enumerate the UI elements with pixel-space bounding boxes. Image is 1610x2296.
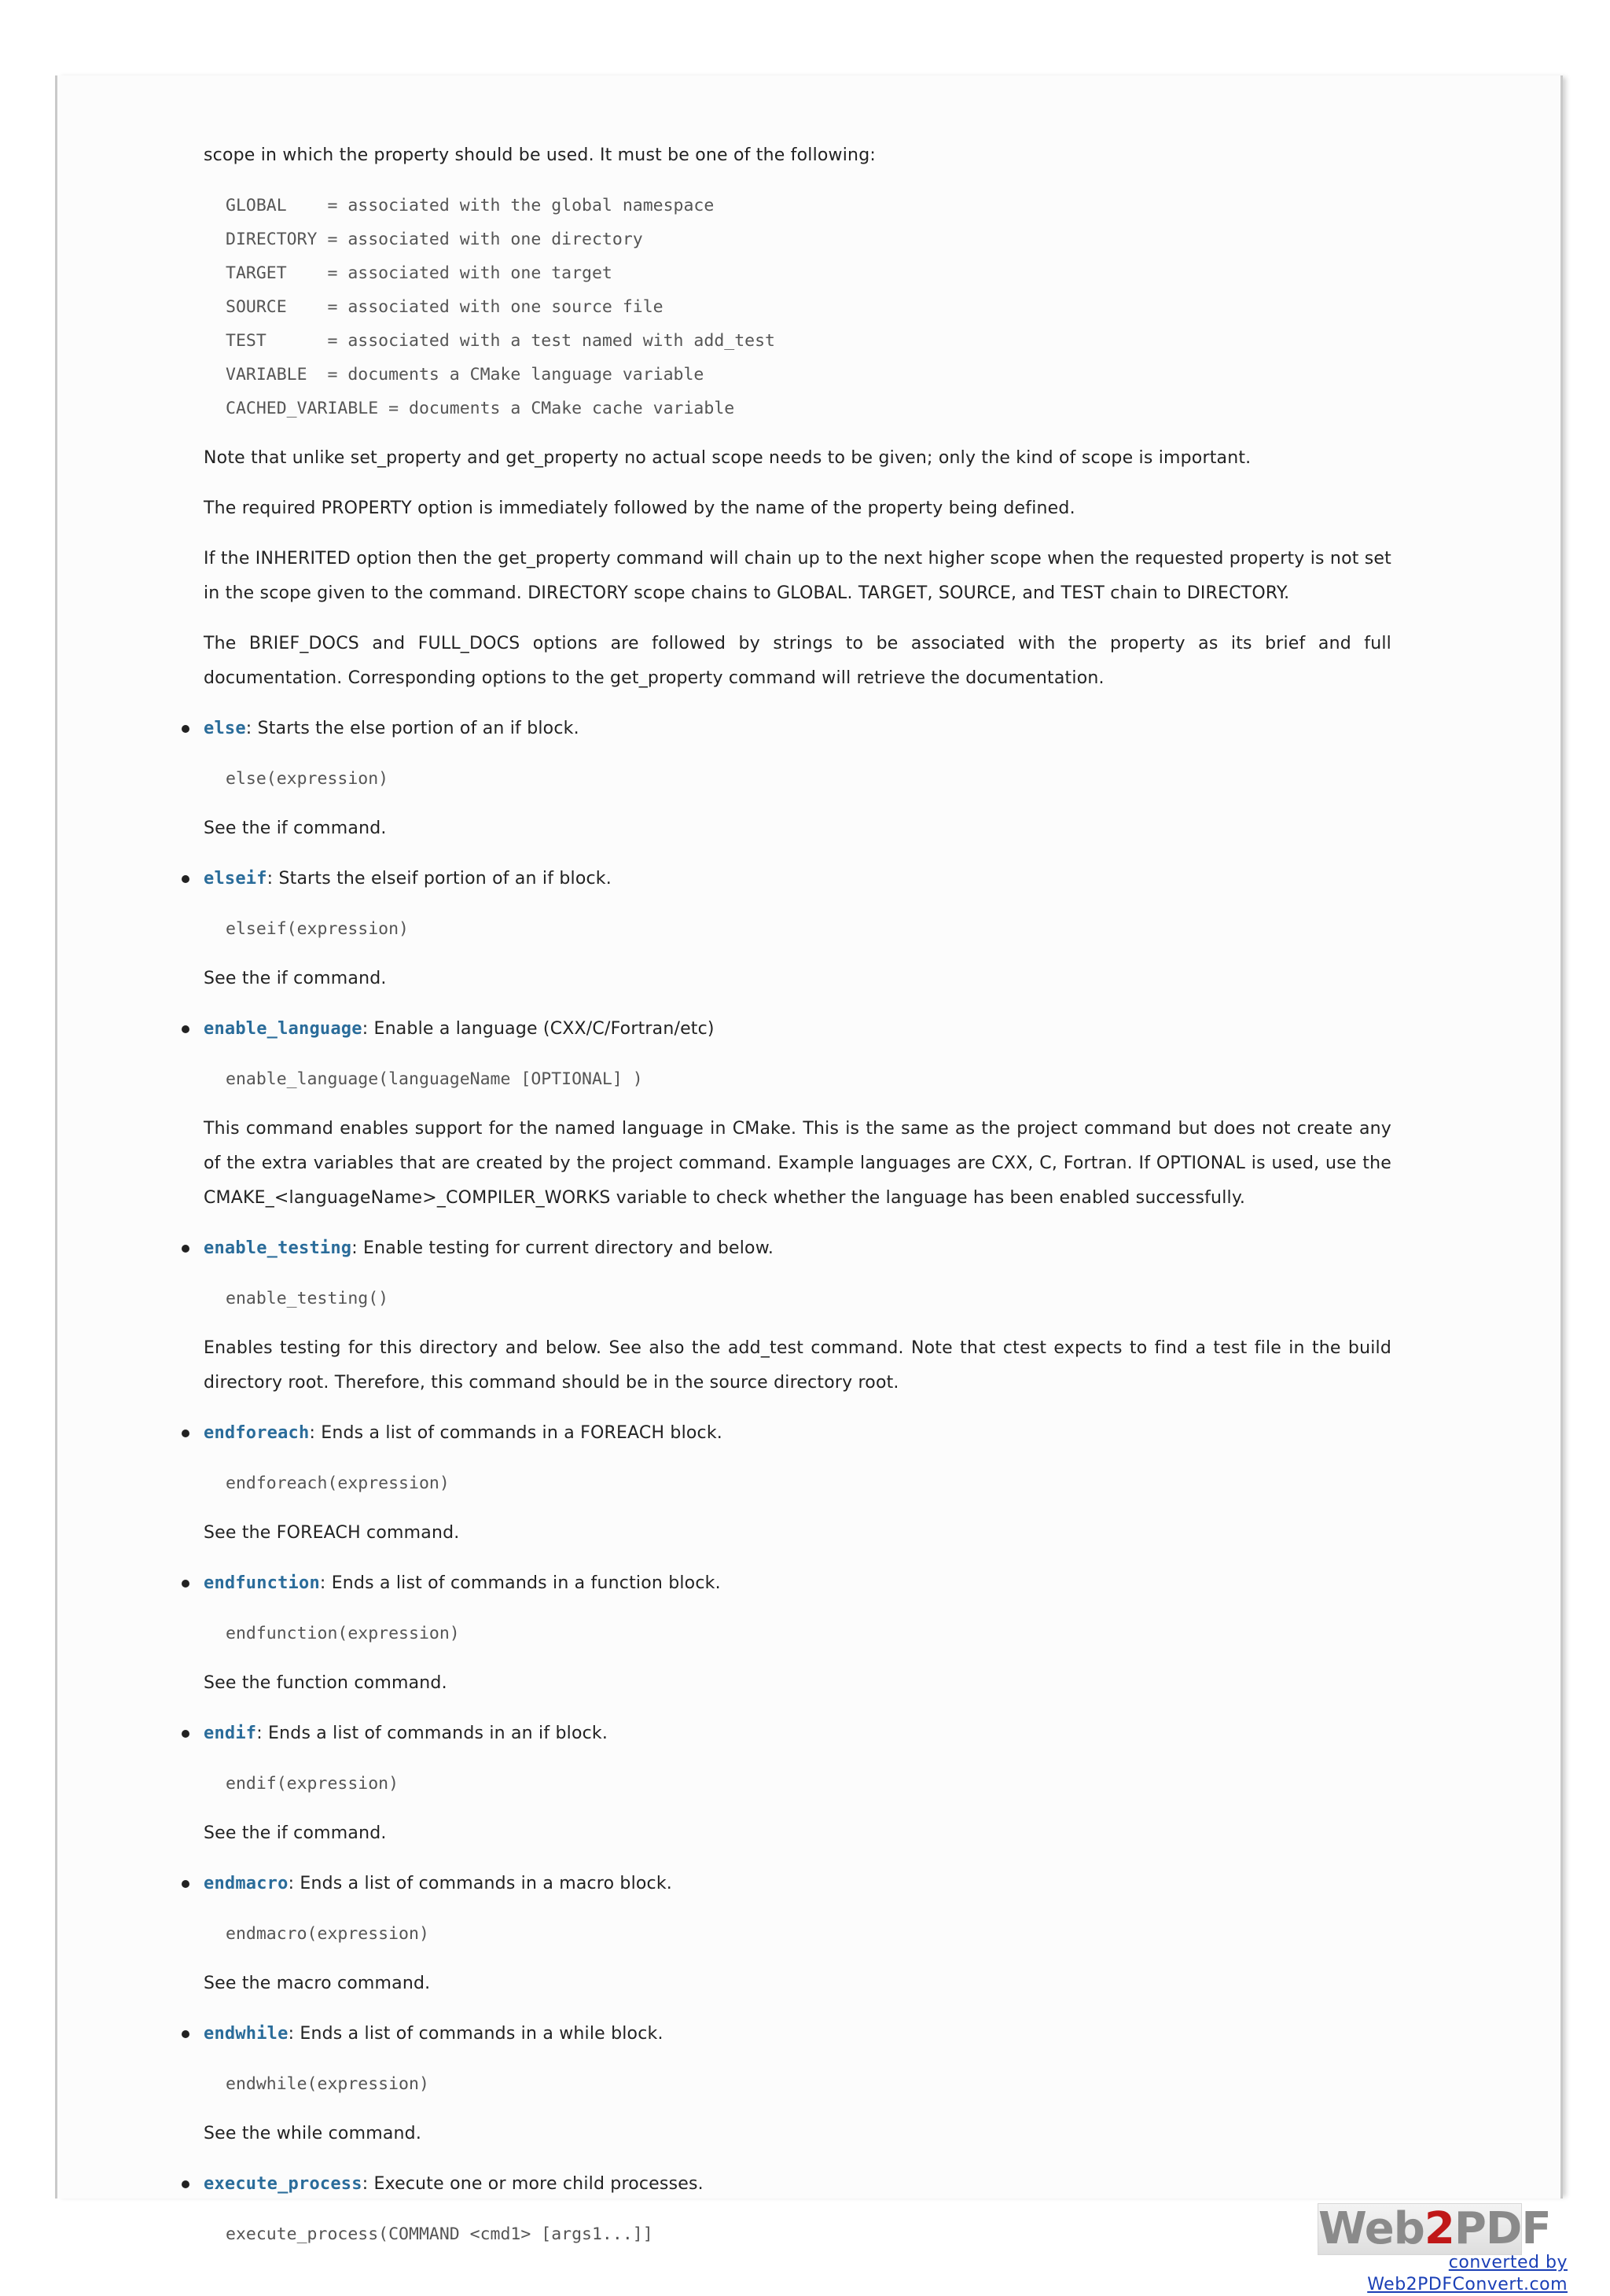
command-entry-endif bbox=[204, 1716, 1391, 1851]
command-heading bbox=[204, 862, 1391, 896]
command-entry-endmacro bbox=[204, 1867, 1391, 2001]
command-summary: : Enable testing for current directory and below. bbox=[351, 1238, 774, 1258]
command-heading bbox=[204, 1231, 1391, 1266]
command-entry-enable-testing bbox=[204, 1231, 1391, 1400]
command-summary: : Execute one or more child processes. bbox=[362, 2174, 704, 2194]
command-link-elseif[interactable]: elseif bbox=[204, 869, 267, 889]
command-signature: enable_testing() bbox=[226, 1289, 389, 1308]
document-content bbox=[204, 138, 1391, 2267]
command-heading bbox=[204, 1867, 1391, 1901]
inherited-option-text: If the INHERITED option then the get_property command will chain up to the next higher scope when the requested property is not set in the scope given to the command. DIRECTORY scope chains to GLOBAL. TARGET, SOURCE, and TEST chain to DIRECTORY. bbox=[204, 549, 1391, 603]
command-heading bbox=[204, 712, 1391, 746]
command-description: See the if command. bbox=[204, 819, 387, 838]
command-link-endforeach[interactable]: endforeach bbox=[204, 1423, 310, 1443]
scope-code-block: GLOBAL = associated with the global namespace DIRECTORY = associated with one directory TARGET = associated with one target SOURCE = associated with one source file TEST = associated with a test named with add_test VARIABLE = documents a CMake language variable CACHED_VARIABLE = documents a CMake cache variable bbox=[226, 196, 775, 418]
bullet-icon bbox=[182, 1025, 189, 1033]
command-link-execute-process[interactable]: execute_process bbox=[204, 2174, 362, 2194]
command-description: See the function command. bbox=[204, 1673, 447, 1693]
command-link-enable-language[interactable]: enable_language bbox=[204, 1019, 362, 1039]
command-entry-endwhile bbox=[204, 2017, 1391, 2151]
command-signature: endmacro(expression) bbox=[226, 1924, 429, 1944]
command-heading bbox=[204, 2167, 1391, 2202]
command-description: See the if command. bbox=[204, 1823, 387, 1843]
command-link-endmacro[interactable]: endmacro bbox=[204, 1874, 289, 1893]
command-entry-endforeach bbox=[204, 1416, 1391, 1551]
required-property-text: The required PROPERTY option is immediately followed by the name of the property being defined. bbox=[204, 499, 1075, 518]
scope-intro-text: scope in which the property should be used. It must be one of the following: bbox=[204, 145, 876, 165]
command-link-endif[interactable]: endif bbox=[204, 1724, 257, 1743]
converted-by-link[interactable]: converted by Web2PDFConvert.com bbox=[1367, 2253, 1568, 2294]
command-summary: : Enable a language (CXX/C/Fortran/etc) bbox=[362, 1019, 715, 1039]
command-link-enable-testing[interactable]: enable_testing bbox=[204, 1238, 352, 1258]
command-description: See the FOREACH command. bbox=[204, 1523, 460, 1543]
command-signature: endif(expression) bbox=[226, 1774, 399, 1794]
command-signature: endforeach(expression) bbox=[226, 1474, 450, 1493]
bullet-icon bbox=[182, 2030, 189, 2038]
web2pdf-logo bbox=[1318, 2203, 1551, 2255]
command-heading bbox=[204, 2017, 1391, 2051]
command-summary: : Starts the else portion of an if block. bbox=[245, 719, 579, 738]
command-entry-enable-language bbox=[204, 1012, 1391, 1216]
scope-note-text: Note that unlike set_property and get_property no actual scope needs to be given; only the kind of scope is important. bbox=[204, 448, 1252, 468]
docs-options-text: The BRIEF_DOCS and FULL_DOCS options are followed by strings to be associated with the property as its brief and full documentation. Corresponding options to the get_property command will retrieve the documentation. bbox=[204, 634, 1391, 688]
command-signature: enable_language(languageName [OPTIONAL] ) bbox=[226, 1069, 643, 1089]
command-summary: : Ends a list of commands in a function block. bbox=[319, 1573, 721, 1593]
command-description: This command enables support for the named language in CMake. This is the same as the project command but does not create any of the extra variables that are created by the project command. Example languages are CXX, C, Fortran. If OPTIONAL is used, use the CMAKE_<languageName>_COMPILER_WORKS variable to check whether the language has been enabled successfully. bbox=[204, 1119, 1391, 1208]
command-summary: : Ends a list of commands in an if block. bbox=[256, 1724, 608, 1743]
bullet-icon bbox=[182, 1730, 189, 1738]
bullet-icon bbox=[182, 1429, 189, 1437]
command-link-endwhile[interactable]: endwhile bbox=[204, 2024, 289, 2044]
bullet-icon bbox=[182, 1580, 189, 1588]
command-signature: endwhile(expression) bbox=[226, 2074, 429, 2094]
logo-text-2: 2 bbox=[1424, 2203, 1454, 2254]
command-signature: execute_process(COMMAND <cmd1> [args1...]] bbox=[226, 2224, 653, 2244]
command-summary: : Ends a list of commands in a FOREACH block. bbox=[309, 1423, 722, 1443]
logo-text-pdf: PDF bbox=[1454, 2203, 1551, 2254]
command-summary: : Starts the elseif portion of an if block. bbox=[266, 869, 612, 889]
command-entry-endfunction bbox=[204, 1566, 1391, 1701]
command-heading bbox=[204, 1416, 1391, 1451]
command-summary: : Ends a list of commands in a macro block. bbox=[288, 1874, 672, 1893]
command-entry-elseif bbox=[204, 862, 1391, 996]
command-signature: else(expression) bbox=[226, 769, 389, 789]
command-description: Enables testing for this directory and below. See also the add_test command. Note that ctest expects to find a test file in the build directory root. Therefore, this command should be in the source directory root. bbox=[204, 1338, 1391, 1393]
command-entry-execute-process bbox=[204, 2167, 1391, 2251]
command-link-else[interactable]: else bbox=[204, 719, 246, 738]
bullet-icon bbox=[182, 1245, 189, 1253]
command-signature: elseif(expression) bbox=[226, 919, 409, 939]
command-link-endfunction[interactable]: endfunction bbox=[204, 1573, 320, 1593]
bullet-icon bbox=[182, 1880, 189, 1888]
logo-text-web: Web bbox=[1318, 2203, 1424, 2254]
bullet-icon bbox=[182, 2180, 189, 2188]
command-signature: endfunction(expression) bbox=[226, 1624, 460, 1643]
command-summary: : Ends a list of commands in a while block. bbox=[288, 2024, 663, 2044]
command-description: See the if command. bbox=[204, 969, 387, 988]
bullet-icon bbox=[182, 725, 189, 733]
bullet-icon bbox=[182, 875, 189, 883]
command-description: See the while command. bbox=[204, 2124, 422, 2143]
command-entry-else bbox=[204, 712, 1391, 846]
command-heading bbox=[204, 1012, 1391, 1047]
command-description: See the macro command. bbox=[204, 1974, 431, 1993]
command-heading bbox=[204, 1566, 1391, 1601]
command-heading bbox=[204, 1716, 1391, 1751]
